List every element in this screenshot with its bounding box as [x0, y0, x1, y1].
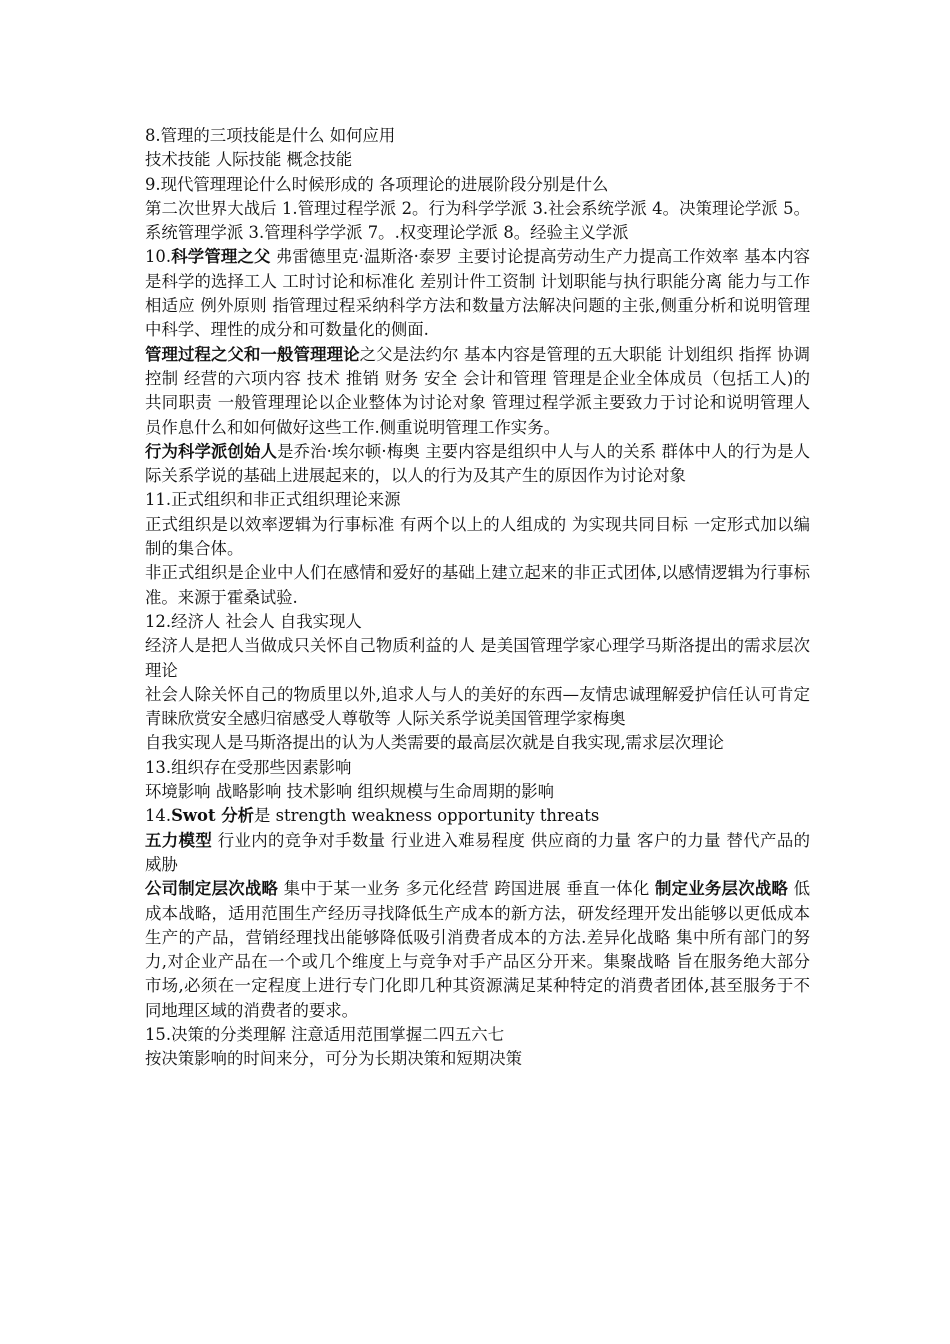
- paragraph: [145, 1023, 810, 1047]
- text-run: 11.正式组织和非正式组织理论来源: [145, 490, 401, 510]
- paragraph: [145, 561, 810, 610]
- bold-term: 五力模型: [145, 830, 213, 850]
- paragraph: [145, 804, 810, 828]
- paragraph: [145, 780, 810, 804]
- paragraph: [145, 731, 810, 755]
- text-run: 集中于某一业务 多元化经营 跨国进展 垂直一体化: [278, 879, 655, 899]
- text-run: 按决策影响的时间来分，可分为长期决策和短期决策: [145, 1049, 522, 1069]
- text-run: 12.经济人 社会人 自我实现人: [145, 611, 362, 631]
- paragraph: [145, 197, 810, 246]
- paragraph: [145, 829, 810, 878]
- paragraph: [145, 245, 810, 342]
- text-run: 13.组织存在受那些因素影响: [145, 757, 352, 777]
- text-run: 是 strength weakness opportunity threats: [254, 806, 600, 826]
- document-page: [145, 124, 810, 1072]
- paragraph: [145, 440, 810, 489]
- text-run: 14.: [145, 806, 172, 826]
- bold-term: 管理过程之父和一般管理理论: [145, 344, 360, 364]
- text-run: 之父是法约尔 基本内容是管理的五大职能 计划组织 指挥 协调 控制 经营的六项内容 技术 推销 财务 安全 会计和管理 管理是企业全体成员（包括工人)的共同职责 一般管理理论以企业整体为讨论对象 管理过程学派主要致力于讨论和说明管理人员作息什么和如何做好这些工作.侧重说明管理工作实务。: [145, 344, 811, 437]
- text-run: 弗雷德里克·温斯洛·泰罗 主要讨论提高劳动生产力提高工作效率 基本内容是科学的选择工人 工时讨论和标准化 差别计件工资制 计划职能与执行职能分离 能力与工作相适应 例外原则 指管理过程采纳科学方法和数量方法解决问题的主张,侧重分析和说明管理中科学、理性的成分和可数量化的侧面.: [145, 247, 810, 340]
- text-run: 技术技能 人际技能 概念技能: [145, 150, 353, 170]
- bold-term: 制定业务层次战略: [654, 879, 789, 899]
- paragraph: [145, 1047, 810, 1071]
- text-run: 自我实现人是马斯洛提出的认为人类需要的最高层次就是自我实现,需求层次理论: [145, 733, 724, 753]
- bold-term: 公司制定层次战略: [145, 879, 279, 899]
- text-run: 8.管理的三项技能是什么 如何应用: [145, 126, 396, 145]
- paragraph: [145, 756, 810, 780]
- paragraph: [145, 343, 810, 440]
- text-run: 行业内的竞争对手数量 行业进入难易程度 供应商的力量 客户的力量 替代产品的威胁: [145, 830, 811, 874]
- text-run: 环境影响 战略影响 技术影响 组织规模与生命周期的影响: [145, 782, 555, 802]
- bold-term: 科学管理之父: [171, 247, 271, 267]
- text-run: 低成本战略，适用范围生产经历寻找降低生产成本的新方法，研发经理开发出能够以更低成本生产的产品，营销经理找出能够降低吸引消费者成本的方法.差异化战略 集中所有部门的努力,对企业产品在一个或几个维度上与竞争对手产品区分开来。集聚战略 旨在服务绝大部分市场,必须在一定程度上进行专门化即几种其资源满足某种特定的消费者团体,甚至服务于不同地理区域的消费者的要求。: [145, 879, 810, 1020]
- text-run: 是乔治·埃尔顿·梅奥 主要内容是组织中人与人的关系 群体中人的行为是人际关系学说的基础上进展起来的，以人的行为及其产生的原因作为讨论对象: [145, 441, 810, 486]
- paragraph: [145, 513, 810, 562]
- paragraph: [145, 683, 810, 732]
- paragraph: [145, 124, 810, 148]
- text-run: 10.: [145, 247, 172, 267]
- paragraph: [145, 488, 810, 512]
- paragraph: [145, 610, 810, 634]
- text-run: 正式组织是以效率逻辑为行事标准 有两个以上的人组成的 为实现共同目标 一定形式加以编制的集合体。: [145, 514, 810, 559]
- text-run: 15.决策的分类理解 注意适用范围掌握二四五六七: [145, 1024, 505, 1044]
- text-run: 社会人除关怀自己的物质里以外,追求人与人的美好的东西—友情忠诚理解爱护信任认可肯定青睐欣赏安全感归宿感受人尊敬等 人际关系学说美国管理学家梅奥: [145, 684, 810, 729]
- paragraph: [145, 173, 810, 197]
- bold-term: Swot 分析: [171, 806, 255, 826]
- text-run: 9.现代管理理论什么时候形成的 各项理论的进展阶段分别是什么: [145, 174, 609, 194]
- text-run: 非正式组织是企业中人们在感情和爱好的基础上建立起来的非正式团体,以感情逻辑为行事标准。来源于霍桑试验.: [145, 563, 810, 607]
- text-run: 第二次世界大战后 1.管理过程学派 2。行为科学学派 3.社会系统学派 4。决策理论学派 5。系统管理学派 3.管理科学学派 7。.权变理论学派 8。经验主义学派: [145, 198, 810, 243]
- bold-term: 行为科学派创始人: [145, 441, 278, 461]
- paragraph: [145, 634, 810, 683]
- text-run: 经济人是把人当做成只关怀自己物质利益的人 是美国管理学家心理学马斯洛提出的需求层次理论: [145, 636, 810, 680]
- paragraph: [145, 148, 810, 172]
- paragraph: [145, 877, 810, 1023]
